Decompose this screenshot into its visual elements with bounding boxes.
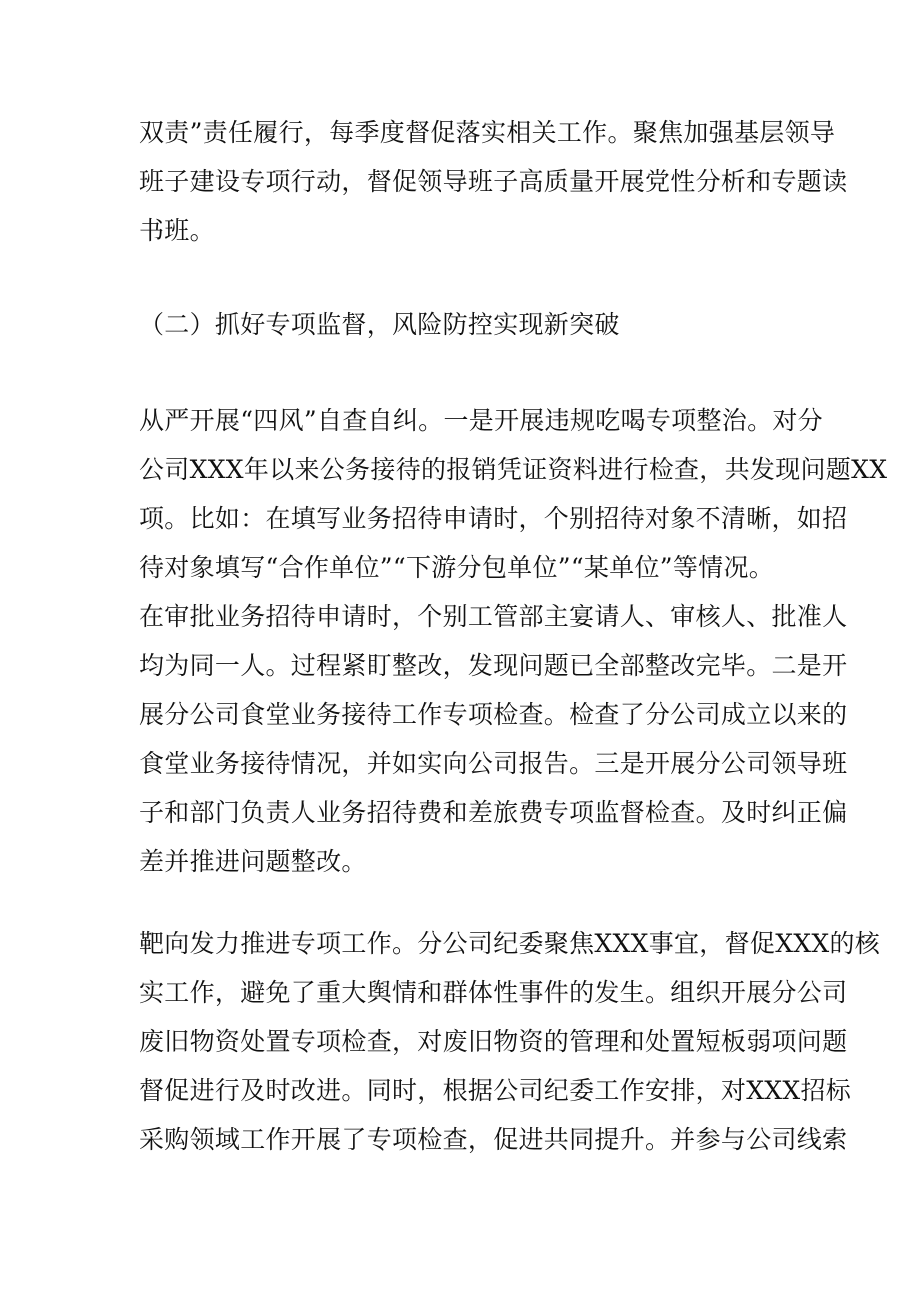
paragraph-continued xyxy=(139,108,848,255)
text-line: 展分公司食堂业务接待工作专项检查。检查了分公司成立以来的 xyxy=(139,700,848,729)
text-line: 废旧物资处置专项检查，对废旧物资的管理和处置短板弱项问题 xyxy=(139,1027,848,1056)
text-line: 在审批业务招待申请时，个别工管部主宴请人、审核人、批准人 xyxy=(139,602,848,631)
text-line: 项。比如：在填写业务招待申请时，个别招待对象不清晰，如招 xyxy=(139,504,848,533)
text-line: 靶向发力推进专项工作。分公司纪委聚焦XXX事宜，督促XXX的核 xyxy=(139,929,881,958)
text-line: 差并推进问题整改。 xyxy=(139,847,367,876)
text-line: 实工作，避免了重大舆情和群体性事件的发生。组织开展分公司 xyxy=(139,978,848,1007)
text-line: 双责”责任履行，每季度督促落实相关工作。聚焦加强基层领导 xyxy=(139,118,836,147)
text-line: 从严开展“四风”自查自纠。一是开展违规吃喝专项整治。对分 xyxy=(139,406,823,435)
text-line: 均为同一人。过程紧盯整改，发现问题已全部整改完毕。二是开 xyxy=(139,651,848,680)
text-line: 公司XXX年以来公务接待的报销凭证资料进行检查，共发现问题XX xyxy=(139,455,888,484)
text-line: 班子建设专项行动，督促领导班子高质量开展党性分析和专题读 xyxy=(139,167,848,196)
text-line: 食堂业务接待情况，并如实向公司报告。三是开展分公司领导班 xyxy=(139,749,848,778)
text-line: 待对象填写“合作单位”“下游分包单位”“某单位”等情况。 xyxy=(139,553,775,582)
paragraph-special-work xyxy=(139,919,881,1164)
text-line: 采购领域工作开展了专项检查，促进共同提升。并参与公司线索 xyxy=(139,1125,848,1154)
paragraph-four-winds xyxy=(139,396,888,886)
section-heading-text: （二）抓好专项监督，风险防控实现新突破 xyxy=(139,310,620,339)
text-line: 书班。 xyxy=(139,216,215,245)
text-line: 督促进行及时改进。同时，根据公司纪委工作安排，对XXX招标 xyxy=(139,1076,852,1105)
text-line: 子和部门负责人业务招待费和差旅费专项监督检查。及时纠正偏 xyxy=(139,798,848,827)
section-heading xyxy=(139,300,799,349)
